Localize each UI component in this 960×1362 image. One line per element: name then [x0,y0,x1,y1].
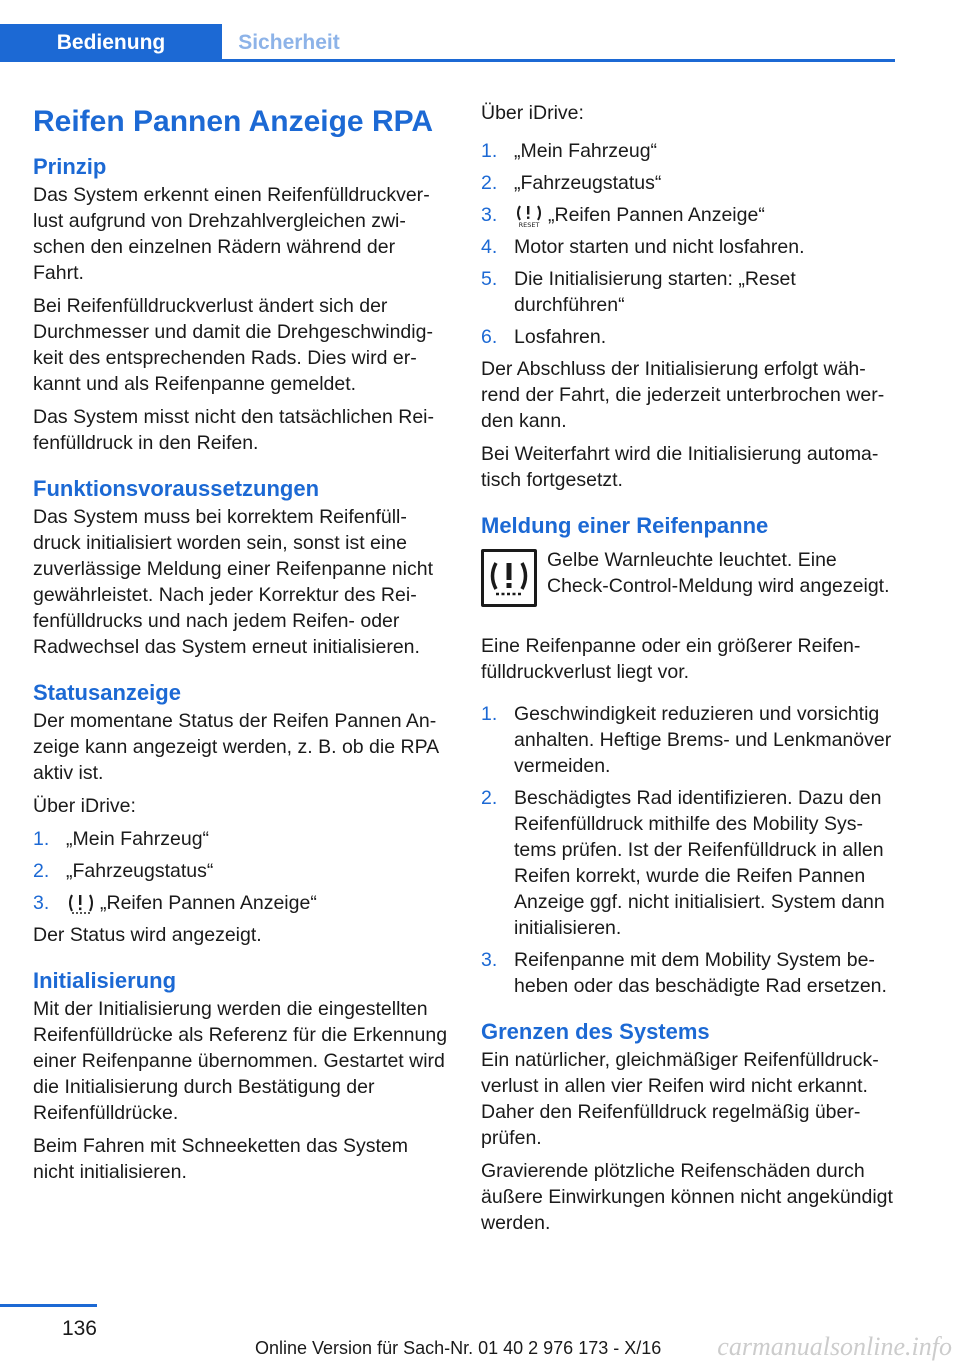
list-item: 4. Motor starten und nicht losfahren. [481,236,805,258]
paragraph: Mit der Initialisierung werden die eingestellten Reifenfülldrücke als Referenz für die Erkennung einer Reifenpanne übernommen. Gestartet wird die Initialisierung durch Bestätigung der Reifenfülldrücke. [33,998,448,1124]
warning-text: Gelbe Warnleuchte leuchtet. Eine Check-Control-Meldung wird angezeigt. [547,549,890,597]
list-item: 5. Die Initialisierung starten: „Reset durchführen“ [481,268,796,316]
list-item: 3. „Reifen Pannen Anzeige“ [33,892,317,914]
paragraph: Über iDrive: [33,795,136,817]
right-column [481,100,896,1243]
status-steps-list [33,826,448,916]
heading-initialisierung: Initialisierung [33,968,177,993]
tire-pressure-icon [66,892,96,916]
flat-steps-list [481,701,896,999]
heading-statusanzeige: Statusanzeige [33,680,181,705]
list-item: 6. Losfahren. [481,326,607,348]
tab-sicherheit[interactable]: Sicherheit [238,31,340,54]
list-item: 3. RESET „Reifen Pannen Anzeige“ [481,204,765,228]
list-item: 3. Reifenpanne mit dem Mobility System beheben oder das beschädigte Rad ersetzen. [481,949,887,997]
heading-prinzip: Prinzip [33,154,107,179]
header-rule [0,59,895,62]
page-number: 136 [61,1317,97,1340]
paragraph: Gravierende plötzliche Reifenschäden durch äußere Einwirkungen können nicht angekündigt werden. [481,1160,893,1234]
paragraph: Bei Reifenfülldruckverlust ändert sich der Durchmesser und damit die Drehgeschwindigkeit des entsprechenden Rads. Dies wird erkannt und als Reifenpanne gemeldet. [33,295,433,395]
heading-funktionsvoraussetzungen: Funktionsvoraussetzungen [33,476,320,501]
tab-bedienung[interactable]: Bedienung [0,24,222,62]
tire-reset-icon [514,204,544,228]
heading-meldung-reifenpanne: Meldung einer Reifenpanne [481,513,769,538]
paragraph: Der momentane Status der Reifen Pannen Anzeige kann angezeigt werden, z. B. ob die RPA aktiv ist. [33,710,439,784]
paragraph: Das System muss bei korrektem Reifenfülldruck initialisiert worden sein, sonst ist eine zuverlässige Meldung einer Reifenpanne nicht gewährleistet. Nach jeder Korrektur des Reifenfülldrucks und nach jedem Reifen- oder Radwechsel das System erneut initialisieren. [33,506,433,658]
watermark: carmanualsonline.info [717,1332,952,1361]
list-item: 1. „Mein Fahrzeug“ [481,140,658,162]
paragraph: Beim Fahren mit Schneeketten das System nicht initialisieren. [33,1135,409,1183]
paragraph: Eine Reifenpanne oder ein größerer Reifenfülldruckverlust liegt vor. [481,635,861,683]
list-item: 1. „Mein Fahrzeug“ [33,828,210,850]
paragraph: Der Abschluss der Initialisierung erfolgt während der Fahrt, die jederzeit unterbrochen werden kann. [481,358,885,432]
paragraph: Ein natürlicher, gleichmäßiger Reifenfülldruckverlust in allen vier Reifen wird nicht erkannt. Daher den Reifenfülldruck regelmäßig überprüfen. [481,1049,879,1149]
list-item: 2. „Fahrzeugstatus“ [33,860,214,882]
warning-light-icon [481,549,537,607]
paragraph: Über iDrive: [481,102,584,124]
paragraph: Der Status wird angezeigt. [33,924,262,946]
footer-rule [0,1304,97,1307]
warning-block [481,547,896,625]
svg-text:RESET: RESET [518,220,540,228]
heading-grenzen-des-systems: Grenzen des Systems [481,1019,710,1044]
list-item: 1. Geschwindigkeit reduzieren und vorsichtig anhalten. Heftige Brems- und Lenkmanöver vermeiden. [481,703,892,777]
online-version-text: Online Version für Sach-Nr. 01 40 2 976 173 - X/16 [255,1338,662,1358]
list-item: 2. Beschädigtes Rad identifizieren. Dazu den Reifenfülldruck mithilfe des Mobility Systems prüfen. Ist der Reifenfülldruck in allen Reifen korrekt, wurde die Reifen Pannen Anzeige ggf. nicht initialisiert. System dann initialisieren. [481,787,885,939]
paragraph: Das System erkennt einen Reifenfülldruckverlust aufgrund von Drehzahlvergleichen zwischen den einzelnen Rädern während der Fahrt. [33,184,430,284]
section-tabbar [0,24,895,62]
tire-warning-icon [487,558,531,598]
list-item: 2. „Fahrzeugstatus“ [481,172,662,194]
paragraph: Das System misst nicht den tatsächlichen Reifenfülldruck in den Reifen. [33,406,434,454]
init-steps-list [481,138,896,350]
page-title: Reifen Pannen Anzeige RPA [33,105,434,138]
paragraph: Bei Weiterfahrt wird die Initialisierung automatisch fortgesetzt. [481,443,879,491]
left-column [33,100,448,1192]
